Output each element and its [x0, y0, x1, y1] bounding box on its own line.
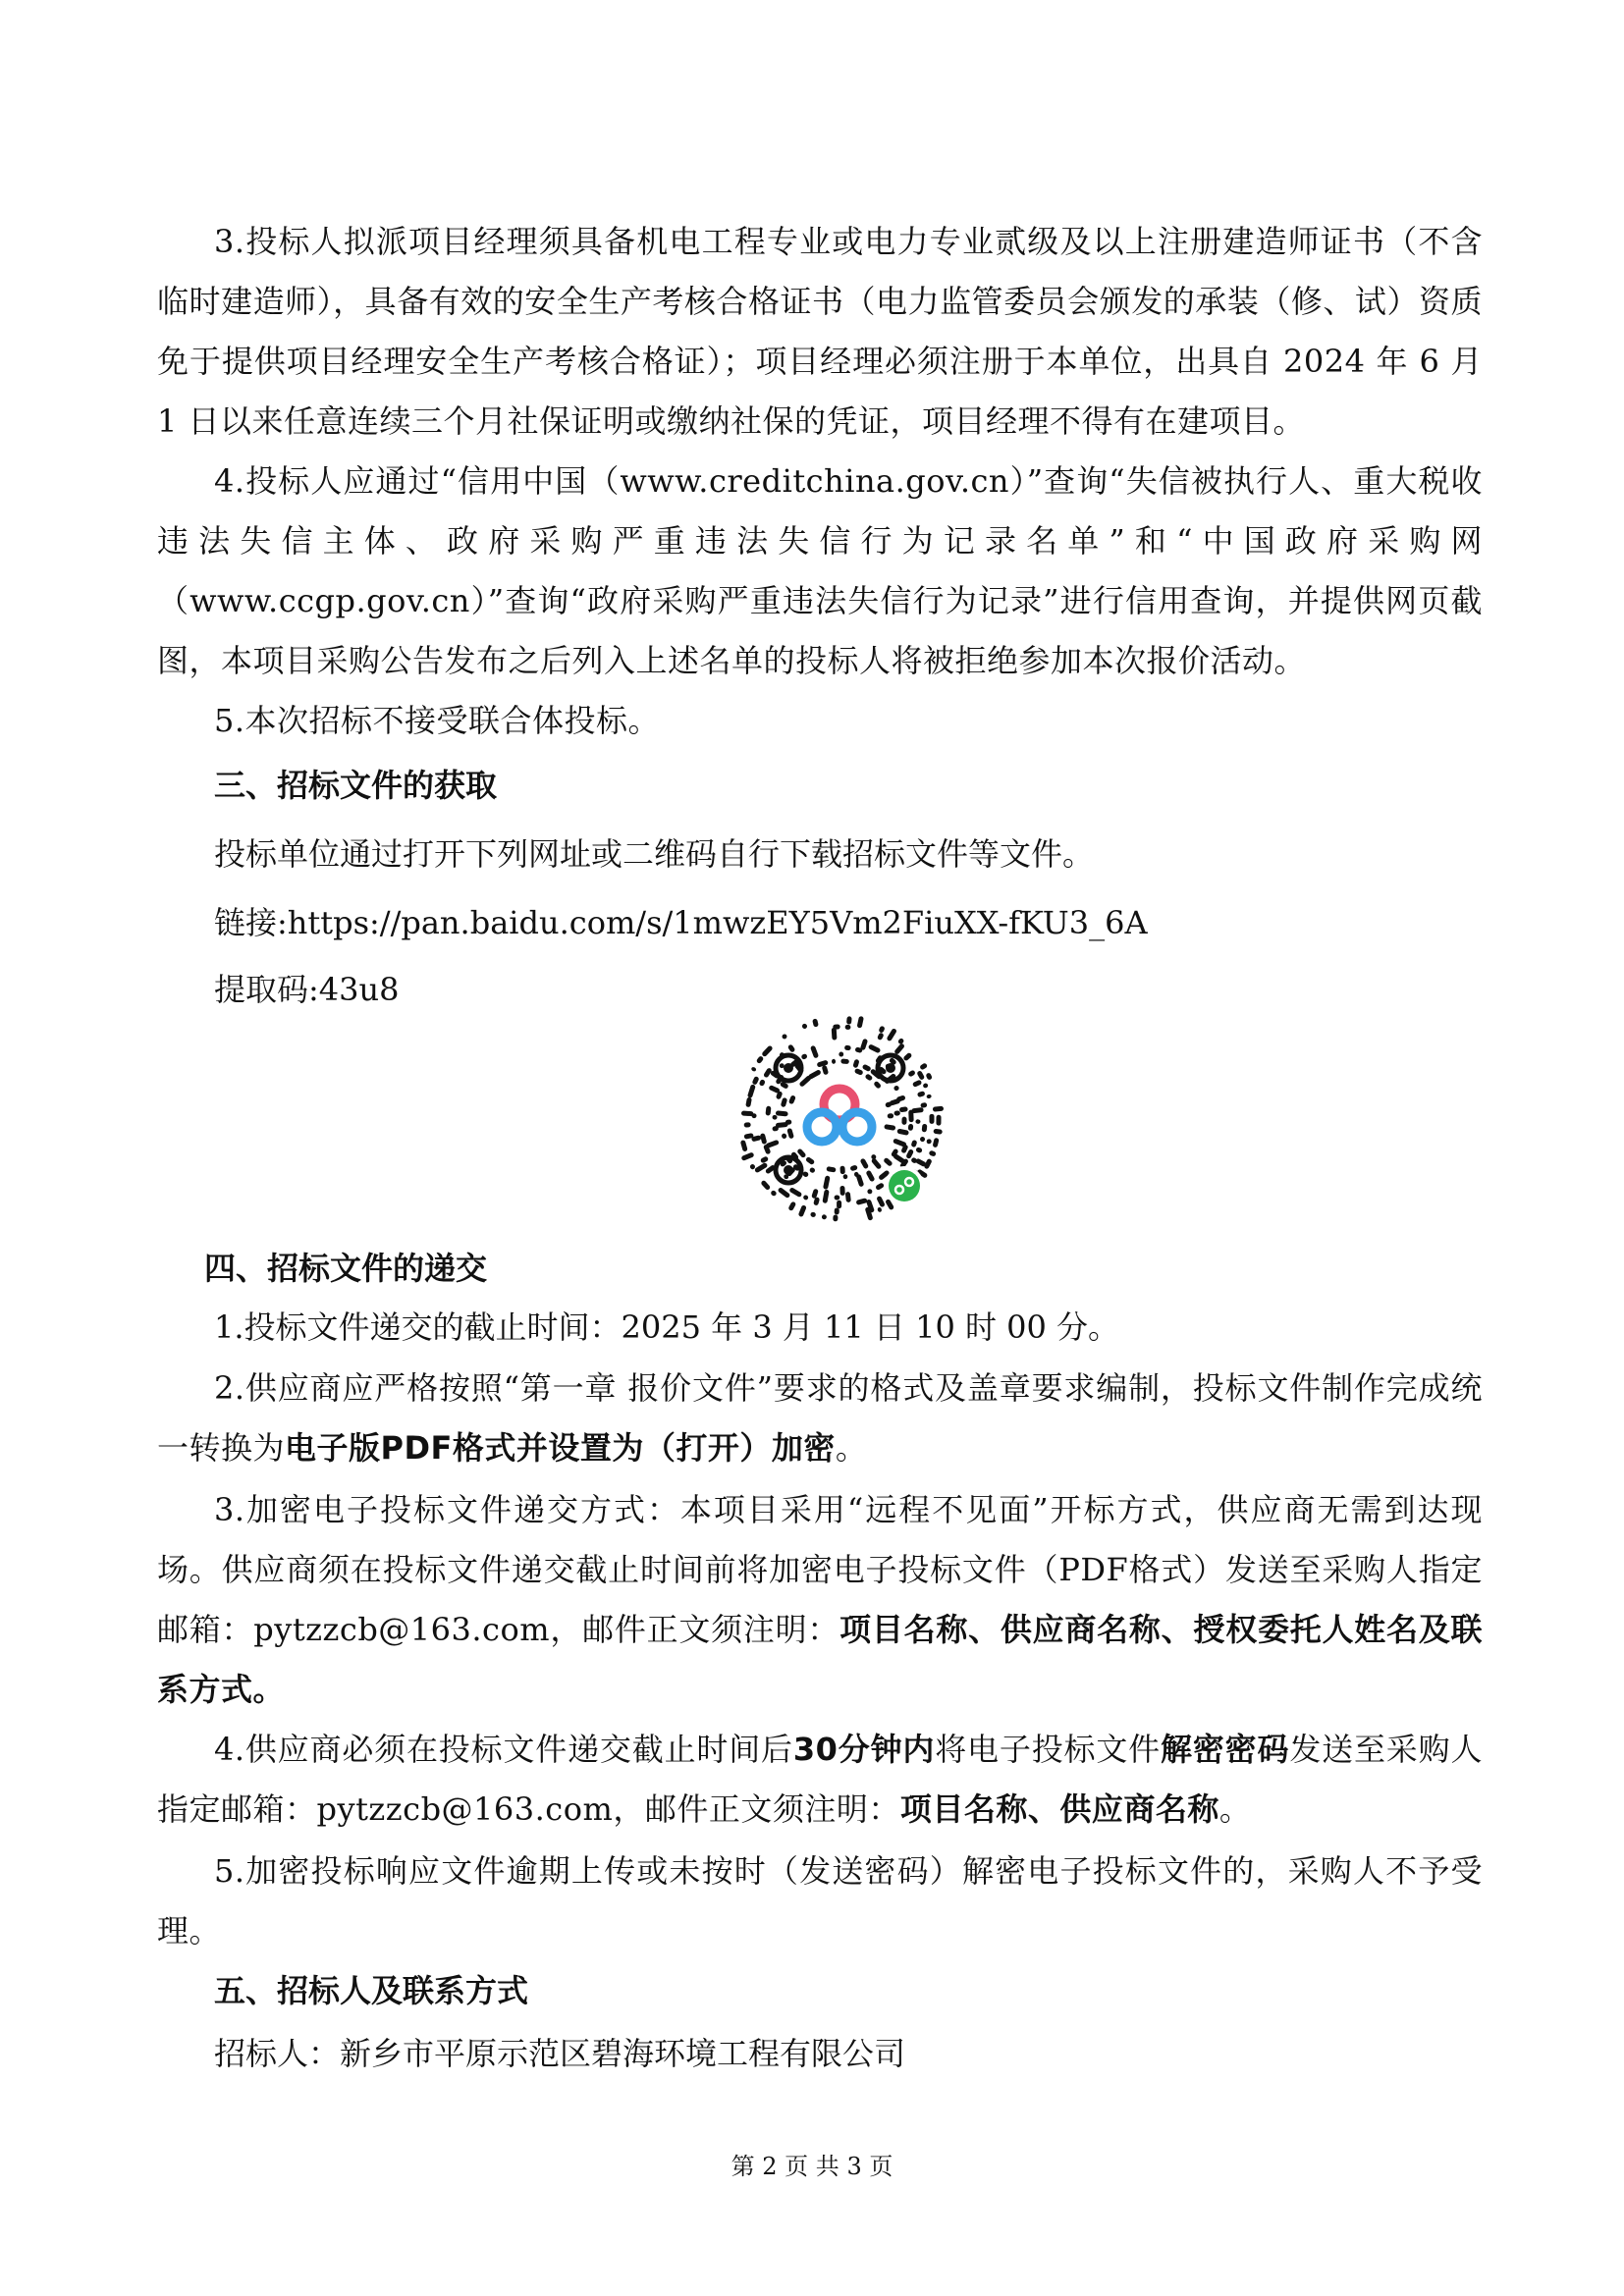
qr-dot: [901, 1117, 906, 1125]
download-link[interactable]: 链接:https://pan.baidu.com/s/1mwzEY5Vm2FiuXX-fKU3_6A: [214, 904, 1148, 941]
deadline-paragraph: 1.投标文件递交的截止时间：2025 年 3 月 11 日 10 时 00 分。: [214, 1308, 1120, 1346]
qr-dot: [741, 1110, 754, 1116]
qr-finder-dot: [784, 1063, 793, 1073]
requirement-item-4: 4.投标人应通过“信用中国（www.creditchina.gov.cn）”查询“失信被执行人、重大税收违法失信主体、政府采购严重违法失信行为记录名单”和“中国政府采购网（www.ccgp.gov.cn）”查询“政府采购严重违法失信行为记录”进行信用查询，并提供网页截图，本项目采购公告发布之后列入上述名单的投标人将被拒绝参加本次报价活动。: [157, 462, 1483, 679]
qr-dot: [833, 1214, 838, 1221]
qr-dot: [832, 1028, 838, 1041]
qr-code-image: [731, 1011, 947, 1227]
format-paragraph: 2.供应商应严格按照“第一章 报价文件”要求的格式及盖章要求编制，投标文件制作完成统一转换为电子版PDF格式并设置为（打开）加密。: [157, 1369, 1483, 1467]
late-submission-paragraph: 5.加密投标响应文件逾期上传或未按时（发送密码）解密电子投标文件的，采购人不予受理。: [157, 1852, 1483, 1949]
mini-program-icon: [885, 1166, 924, 1205]
tenderer-line: 招标人：新乡市平原示范区碧海环境工程有限公司: [214, 2035, 906, 2072]
qr-dot: [835, 1195, 840, 1200]
qr-dot: [835, 1207, 839, 1214]
section-5-heading: 五、招标人及联系方式: [214, 1972, 529, 2009]
qr-finder-dot: [886, 1063, 895, 1073]
qr-dot: [839, 1186, 844, 1196]
extraction-code: 提取码:43u8: [214, 971, 400, 1008]
section-3-heading: 三、招标文件的获取: [214, 767, 498, 804]
requirement-item-5: 5.本次招标不接受联合体投标。: [214, 702, 661, 739]
page-footer: 第 2 页 共 3 页: [731, 2153, 893, 2180]
qr-dot: [839, 1166, 844, 1175]
submission-paragraph: 3.加密电子投标文件递交方式：本项目采用“远程不见面”开标方式，供应商无需到达现场。供应商须在投标文件递交截止时间前将加密电子投标文件（PDF格式）发送至采购人指定邮箱：pytzzcb@163.com，邮件正文须注明：项目名称、供应商名称、授权委托人姓名及联系方式。: [157, 1491, 1483, 1708]
qr-dot: [833, 1024, 840, 1029]
requirement-item-3: 3.投标人拟派项目经理须具备机电工程专业或电力专业贰级及以上注册建造师证书（不含临时建造师），具备有效的安全生产考核合格证书（电力监管委员会颁发的承装（修、试）资质免于提供项目经理安全生产考核合格证）；项目经理必须注册于本单位，出具自 2024 年 6 月 1 日以来任意连续三个月社保证明或缴纳社保的凭证，项目经理不得有在建项目。: [157, 223, 1483, 440]
download-description: 投标单位通过打开下列网址或二维码自行下载招标文件等文件。: [214, 835, 1095, 873]
qr-dot: [837, 1201, 841, 1208]
password-paragraph: 4.供应商必须在投标文件递交截止时间后30分钟内将电子投标文件解密密码发送至采购人指定邮箱：pytzzcb@163.com，邮件正文须注明：项目名称、供应商名称。: [157, 1731, 1483, 1828]
qr-finder-dot: [784, 1165, 793, 1175]
qr-dot: [929, 1114, 934, 1124]
qr-dot: [936, 1115, 941, 1126]
section-4-heading: 四、招标文件的递交: [204, 1250, 488, 1287]
